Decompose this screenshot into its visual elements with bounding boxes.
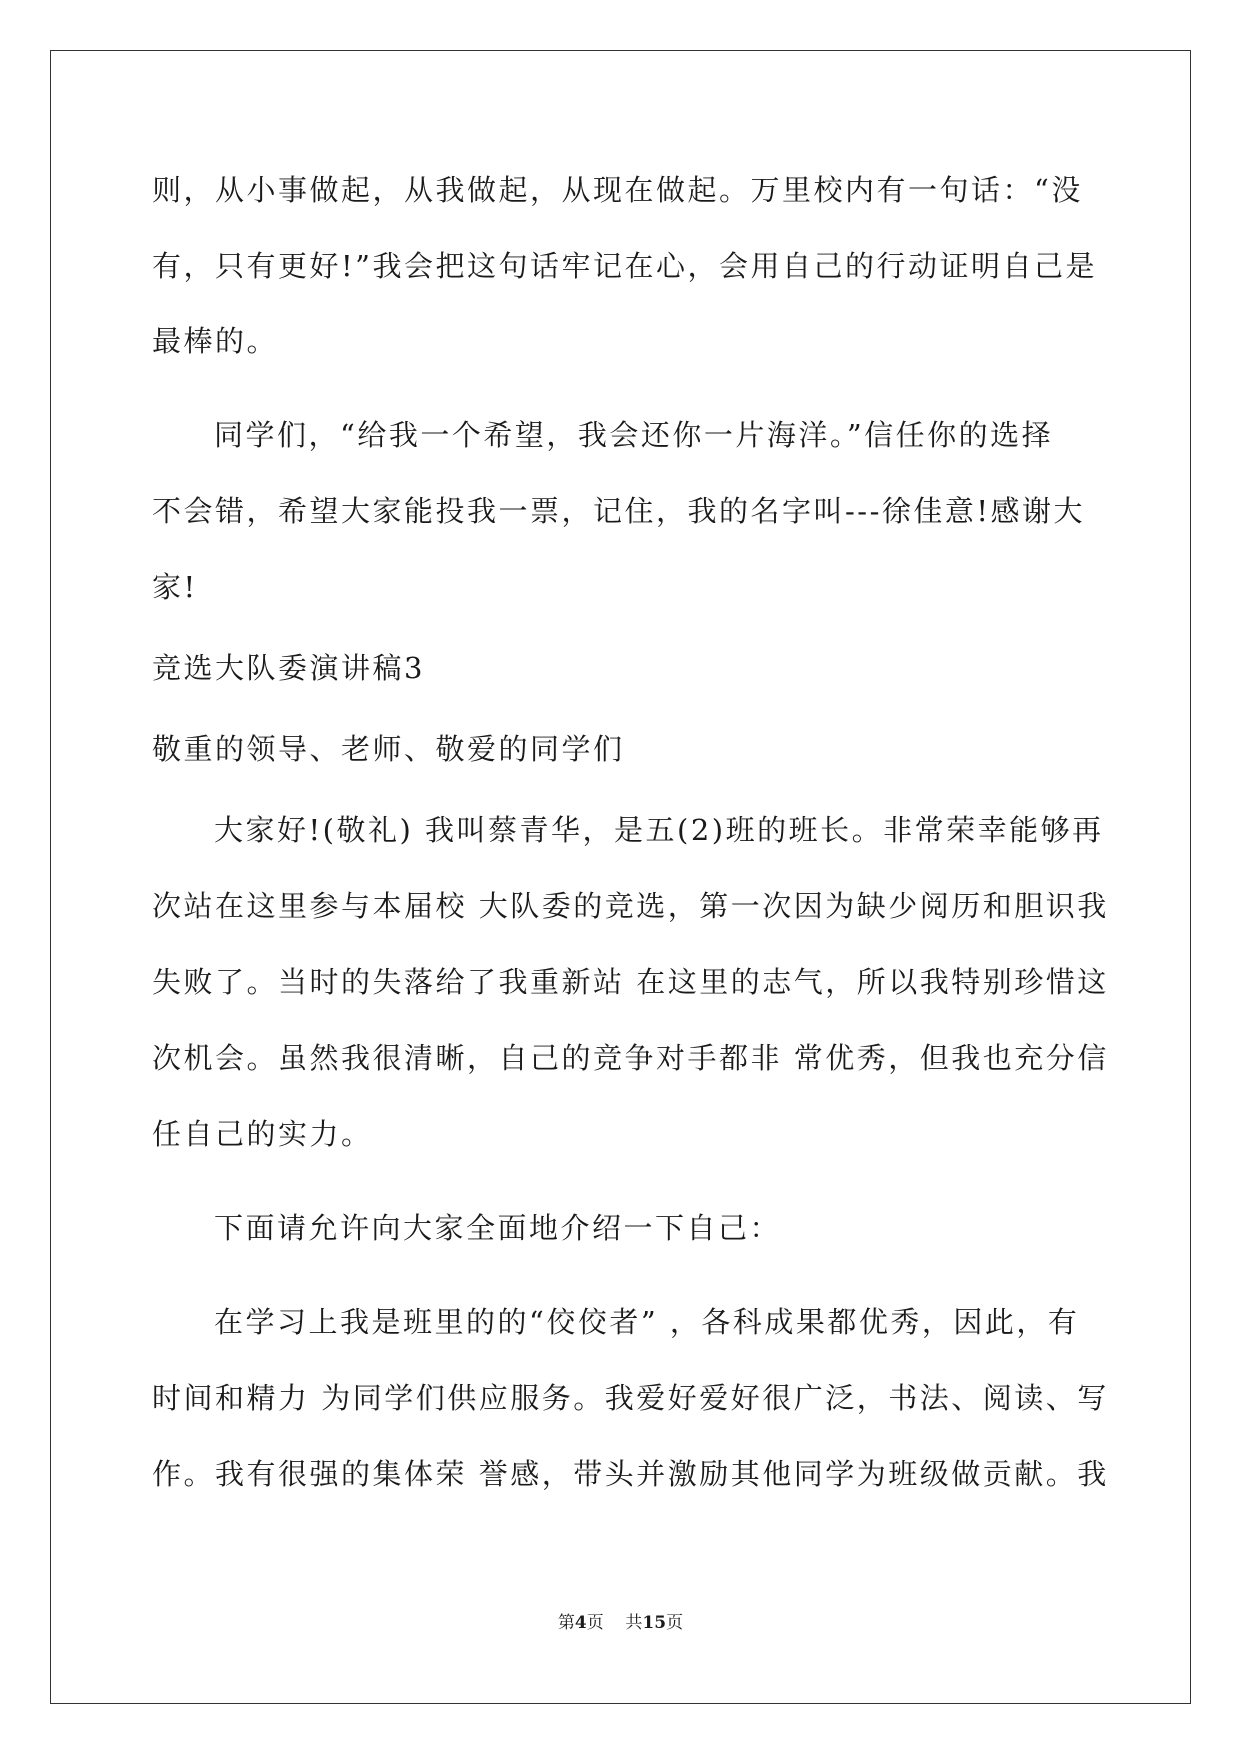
- body-line-1: 则，从小事做起，从我做起，从现在做起。万里校内有一句话：“没: [152, 173, 1083, 207]
- body-line-13: 任自己的实力。: [152, 1117, 373, 1151]
- footer-total-suffix: 页: [666, 1613, 684, 1633]
- footer-page-suffix: 页: [586, 1613, 604, 1633]
- footer-total-pages: 15: [642, 1613, 667, 1633]
- body-line-12: 次机会。虽然我很清晰，自己的竞争对手都非 常优秀，但我也充分信: [152, 1041, 1109, 1075]
- body-line-4: 同学们，“给我一个希望，我会还你一片海洋。”信任你的选择: [214, 418, 1054, 452]
- footer-page-prefix: 第: [557, 1613, 575, 1633]
- body-line-5: 不会错，希望大家能投我一票，记住，我的名字叫---徐佳意!感谢大: [152, 494, 1086, 528]
- body-line-10: 次站在这里参与本届校 大队委的竞选，第一次因为缺少阅历和胆识我: [152, 889, 1109, 923]
- footer-total-prefix: 共: [625, 1613, 643, 1633]
- body-line-15: 在学习上我是班里的的“佼佼者” ，各科成果都优秀，因此，有: [214, 1305, 1080, 1339]
- section-heading: 竞选大队委演讲稿3: [152, 651, 425, 685]
- salutation: 敬重的领导、老师、敬爱的同学们: [152, 732, 625, 766]
- body-line-17: 作。我有很强的集体荣 誉感，带头并激励其他同学为班级做贡献。我: [152, 1457, 1109, 1491]
- body-line-9: 大家好!(敬礼) 我叫蔡青华，是五(2)班的班长。非常荣幸能够再: [214, 813, 1104, 847]
- body-line-3: 最棒的。: [152, 324, 279, 358]
- body-line-14: 下面请允许向大家全面地介绍一下自己：: [214, 1211, 782, 1245]
- body-line-11: 失败了。当时的失落给了我重新站 在这里的志气，所以我特别珍惜这: [152, 965, 1109, 999]
- body-line-6: 家!: [152, 570, 198, 604]
- footer-page-number: 4: [574, 1613, 587, 1633]
- body-line-2: 有，只有更好!”我会把这句话牢记在心，会用自己的行动证明自己是: [152, 249, 1097, 283]
- page-footer: [0, 1612, 1241, 1634]
- body-line-16: 时间和精力 为同学们供应服务。我爱好爱好很广泛，书法、阅读、写: [152, 1381, 1109, 1415]
